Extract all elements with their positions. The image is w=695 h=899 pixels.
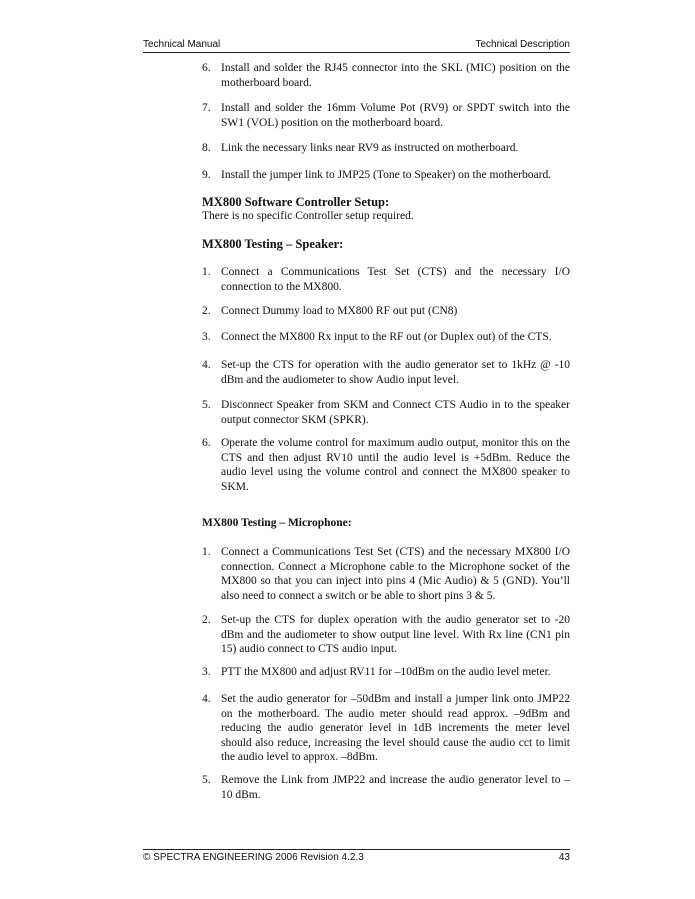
microphone-step xyxy=(202,613,570,657)
footer-copyright: © SPECTRA ENGINEERING 2006 Revision 4.2.3 xyxy=(143,852,364,863)
speaker-step xyxy=(202,330,570,345)
step-text: Connect Dummy load to MX800 RF out put (CN8) xyxy=(221,305,458,317)
speaker-step xyxy=(202,436,570,494)
step-text: PTT the MX800 and adjust RV11 for –10dBm on the audio level meter. xyxy=(221,666,551,678)
step-number: 4. xyxy=(202,693,211,705)
step-number: 9. xyxy=(202,169,211,181)
step-number: 6. xyxy=(202,62,211,74)
install-step xyxy=(202,61,570,90)
footer-rule xyxy=(143,849,570,850)
step-number: 5. xyxy=(202,774,211,786)
step-text: Install the jumper link to JMP25 (Tone to Speaker) on the motherboard. xyxy=(221,169,552,181)
step-text: Operate the volume control for maximum audio output, monitor this on the CTS and then adjust RV10 until the audio level is +5dBm. Reduce the audio level using the volume control and connect the MX800 speaker to SKM. xyxy=(221,437,570,493)
microphone-step xyxy=(202,692,570,765)
step-number: 1. xyxy=(202,266,211,278)
header-right: Technical Description xyxy=(475,39,570,50)
speaker-step xyxy=(202,358,570,387)
step-number: 8. xyxy=(202,142,211,154)
step-text: Set the audio generator for –50dBm and install a jumper link onto JMP22 on the motherboard. The audio meter should read approx. –9dBm and reducing the audio generator level in 1dB increments the meter level should also reduce, increasing the level should cause the audio cct to limit the audio level to approx. –8dBm. xyxy=(221,693,570,763)
step-text: Connect a Communications Test Set (CTS) and the necessary MX800 I/O connection. Connect a Microphone cable to the Microphone socket of the MX800 so that you can inject into pins 4 (Mic Audio) & 5 (GND). You’ll also need to connect a switch or be able to short pins 3 & 5. xyxy=(221,546,570,602)
step-text: Install and solder the RJ45 connector into the SKL (MIC) position on the motherboard board. xyxy=(221,62,570,89)
step-number: 4. xyxy=(202,359,211,371)
step-text: Link the necessary links near RV9 as instructed on motherboard. xyxy=(221,142,519,154)
speaker-testing-heading: MX800 Testing – Speaker: xyxy=(202,237,344,251)
step-number: 2. xyxy=(202,305,211,317)
software-setup-text: There is no specific Controller setup required. xyxy=(202,210,414,222)
step-text: Set-up the CTS for operation with the audio generator set to 1kHz @ -10 dBm and the audiometer to show Audio input level. xyxy=(221,359,570,386)
step-text: Remove the Link from JMP22 and increase the audio generator level to –10 dBm. xyxy=(221,774,570,801)
step-text: Install and solder the 16mm Volume Pot (RV9) or SPDT switch into the SW1 (VOL) position on the motherboard board. xyxy=(221,102,570,129)
install-step xyxy=(202,141,570,156)
speaker-step xyxy=(202,304,570,319)
step-number: 5. xyxy=(202,399,211,411)
software-setup-heading: MX800 Software Controller Setup: xyxy=(202,195,390,209)
page-footer xyxy=(143,852,570,864)
install-step xyxy=(202,168,570,183)
step-text: Connect a Communications Test Set (CTS) and the necessary I/O connection to the MX800. xyxy=(221,266,570,293)
header-rule xyxy=(143,52,570,53)
step-text: Disconnect Speaker from SKM and Connect CTS Audio in to the speaker output connector SKM (SPKR). xyxy=(221,399,570,426)
step-number: 6. xyxy=(202,437,211,449)
step-number: 3. xyxy=(202,666,211,678)
step-number: 2. xyxy=(202,614,211,626)
speaker-step xyxy=(202,265,570,294)
microphone-step xyxy=(202,773,570,802)
header-left: Technical Manual xyxy=(143,39,221,50)
microphone-step xyxy=(202,665,570,680)
microphone-testing-heading: MX800 Testing – Microphone: xyxy=(202,517,352,529)
step-text: Set-up the CTS for duplex operation with the audio generator set to -20 dBm and the audiometer to show output line level. With Rx line (CN1 pin 15) audio connect to CTS audio input. xyxy=(221,614,570,655)
page-number: 43 xyxy=(558,852,570,863)
speaker-step xyxy=(202,398,570,427)
microphone-step xyxy=(202,545,570,603)
step-number: 3. xyxy=(202,331,211,343)
install-step xyxy=(202,101,570,130)
step-text: Connect the MX800 Rx input to the RF out (or Duplex out) of the CTS. xyxy=(221,331,552,343)
step-number: 1. xyxy=(202,546,211,558)
page-header xyxy=(143,39,570,51)
step-number: 7. xyxy=(202,102,211,114)
